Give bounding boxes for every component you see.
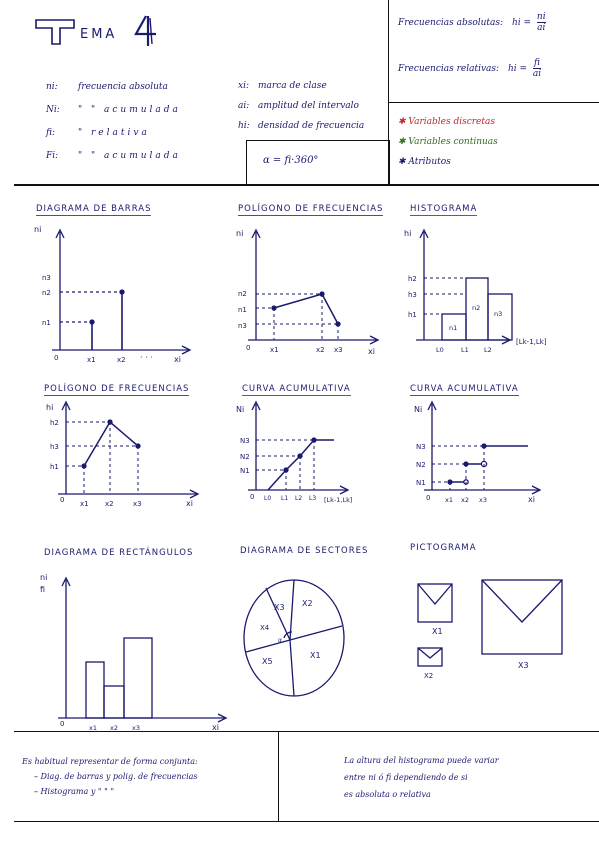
bar-label: n2 (472, 304, 481, 312)
definitions-left (46, 76, 181, 168)
x-axis-label: xi (212, 723, 219, 730)
title-sectors: DIAGRAMA DE SECTORES (240, 546, 369, 556)
x-tick: L0 (436, 346, 444, 354)
y-tick: h1 (50, 463, 59, 471)
footer-bottom-rule (14, 821, 599, 822)
sector-divider (266, 588, 290, 640)
bar-label: n1 (449, 324, 458, 332)
x-tick: L2 (484, 346, 492, 354)
alpha-label: α (278, 637, 282, 644)
y-axis-label: Ni (414, 405, 423, 414)
x-tick: L1 (281, 495, 289, 502)
freq-rel-formula: Frecuencias relativas: hi = $\frac{fi}{ai}$ (398, 58, 542, 79)
pictogram (410, 576, 590, 682)
y-tick: N3 (416, 443, 426, 451)
y-axis-label: ni (236, 229, 244, 238)
x-tick: · · · (140, 353, 153, 362)
alpha-box (246, 140, 390, 185)
rect-bar-1 (86, 662, 104, 718)
cumulative-curve-2 (400, 398, 590, 518)
y-tick: N1 (240, 467, 250, 475)
header-right-hrule (388, 102, 599, 103)
sector-label: X4 (260, 624, 270, 632)
x-tick: x2 (117, 356, 126, 364)
y-axis-label: fi (40, 585, 46, 594)
x-tick: x1 (87, 356, 96, 364)
y-tick: h2 (50, 419, 59, 427)
polygon-line (274, 294, 338, 324)
var-type-discrete: ✱ Variables discretas (398, 117, 495, 127)
definitions-right (238, 76, 364, 136)
var-type-attributes: ✱ Atributos (398, 157, 451, 167)
sector-divider (290, 640, 294, 696)
guide-lines (424, 278, 466, 314)
freq-abs-formula: Frecuencias absolutas: hi = $\frac{ni}{ai}$ (398, 12, 546, 33)
ogive-line (268, 440, 334, 490)
y-tick: n3 (42, 274, 51, 282)
title-picto: PICTOGRAMA (410, 543, 477, 553)
header-bottom-rule (14, 184, 599, 186)
sector-label: X2 (302, 599, 313, 608)
polygon-chart-2 (40, 398, 210, 518)
footer-note-right (344, 752, 499, 803)
x-tick: L1 (461, 346, 469, 354)
sector-label: X1 (310, 651, 321, 660)
picto-label: X3 (518, 661, 529, 670)
bar-label: n3 (494, 310, 503, 318)
origin-label: 0 (246, 344, 251, 352)
rect-bar-3 (124, 638, 152, 718)
x-tick: x3 (132, 724, 140, 730)
guide-lines (66, 422, 138, 494)
x-tick: x2 (316, 346, 325, 354)
def-row: Ni: " " acumulada (46, 105, 181, 115)
tema-word: EMA (80, 27, 118, 42)
tema-title-lettering (30, 8, 180, 50)
y-tick: n1 (42, 319, 51, 327)
sector-divider (290, 580, 294, 640)
title-ojiva2: CURVA ACUMULATIVA (410, 384, 519, 394)
guide-lines (256, 440, 314, 490)
x-tick: L2 (295, 495, 303, 502)
alpha-formula: α = fi·360° (263, 155, 319, 166)
picto-label: X2 (424, 672, 434, 680)
origin-label: 0 (60, 720, 65, 728)
footer-line: entre ni ó fi dependiendo de si (344, 773, 468, 782)
y-axis-label: hi (46, 403, 54, 412)
guide-lines (432, 446, 484, 490)
y-tick: h3 (50, 443, 59, 451)
title-hist: HISTOGRAMA (410, 204, 478, 214)
variable-types (398, 112, 498, 172)
header-vertical-rule (388, 0, 389, 184)
x-axis-label: xi (174, 355, 181, 364)
polygon-chart-1 (228, 222, 388, 372)
x-tick: x2 (461, 496, 469, 504)
sector-divider (290, 626, 342, 640)
x-tick: x3 (334, 346, 343, 354)
title-rect: DIAGRAMA DE RECTÁNGULOS (44, 548, 194, 558)
y-tick: n2 (238, 290, 247, 298)
footer-line: – Diag. de barras y polig. de frecuencias (34, 772, 198, 781)
def-row: xi: marca de clase (238, 81, 327, 91)
footer-note-left (22, 754, 198, 799)
x-tick: x2 (110, 724, 118, 730)
title-poly1: POLÍGONO DE FRECUENCIAS (238, 204, 384, 214)
envelope-flap (418, 648, 442, 658)
def-row: fi: " relativa (46, 128, 150, 138)
origin-label: 0 (54, 354, 59, 362)
rect-bar-2 (104, 686, 124, 718)
y-axis-label: hi (404, 229, 412, 238)
footer-line: es absoluta o relativa (344, 790, 431, 799)
envelope-flap (418, 584, 452, 604)
sector-label: X5 (262, 657, 273, 666)
sector-diagram (240, 566, 380, 702)
footer-line: La altura del histograma puede variar (344, 756, 499, 765)
sector-divider (246, 640, 290, 652)
origin-label: 0 (250, 493, 255, 501)
y-tick: n3 (238, 322, 247, 330)
origin-label: 0 (426, 494, 431, 502)
x-tick: x2 (105, 500, 114, 508)
bar-chart (30, 222, 200, 372)
title-poly2: POLÍGONO DE FRECUENCIAS (44, 384, 190, 394)
picto-label: X1 (432, 627, 443, 636)
title-ojiva1: CURVA ACUMULATIVA (242, 384, 351, 394)
y-tick: h3 (408, 291, 417, 299)
y-tick: N1 (416, 479, 426, 487)
footer-line: Es habitual representar de forma conjunta: (22, 757, 198, 766)
footer-line: – Histograma y " " " (34, 787, 115, 796)
pie-outline (244, 580, 344, 696)
histogram-chart (396, 222, 596, 372)
tema-title (30, 8, 180, 54)
x-tick: x3 (479, 496, 487, 504)
x-axis-label: [Lk-1,Lk] (324, 496, 353, 504)
footer-top-rule (14, 731, 599, 732)
envelope-large-icon (482, 580, 562, 654)
origin-label: 0 (60, 496, 65, 504)
x-tick: x1 (80, 500, 89, 508)
y-tick: n1 (238, 306, 247, 314)
x-axis-label: xi (186, 499, 193, 508)
envelope-flap (482, 580, 562, 622)
def-row: ai: amplitud del intervalo (238, 101, 359, 111)
x-axis-label: xi (368, 347, 375, 356)
y-axis-label: Ni (236, 405, 245, 414)
x-axis-label: xi (528, 495, 535, 504)
y-tick: N2 (240, 453, 250, 461)
x-tick: x1 (445, 496, 453, 504)
y-tick: n2 (42, 289, 51, 297)
y-axis-label: ni (40, 573, 48, 582)
y-tick: N2 (416, 461, 426, 469)
def-row: Fi: " " acumulada (46, 151, 181, 161)
y-tick: h1 (408, 311, 417, 319)
cumulative-curve-1 (228, 398, 398, 518)
def-row: ni: frecuencia absoluta (46, 82, 168, 92)
y-tick: h2 (408, 275, 417, 283)
x-tick: x1 (89, 724, 97, 730)
rectangle-diagram (36, 570, 236, 730)
polygon-line (84, 422, 138, 466)
title-bars: DIAGRAMA DE BARRAS (36, 204, 152, 214)
var-type-continuous: ✱ Variables continuas (398, 137, 498, 147)
footer-vertical-rule (278, 731, 279, 821)
x-tick: x3 (133, 500, 142, 508)
x-axis-label: [Lk-1,Lk] (516, 338, 547, 346)
y-axis-label: ni (34, 225, 42, 234)
x-tick: L0 (264, 495, 272, 502)
def-row: hi: densidad de frecuencia (238, 121, 365, 131)
y-tick: N3 (240, 437, 250, 445)
x-tick: L3 (309, 495, 317, 502)
sector-label: X3 (274, 603, 285, 612)
x-tick: x1 (270, 346, 279, 354)
